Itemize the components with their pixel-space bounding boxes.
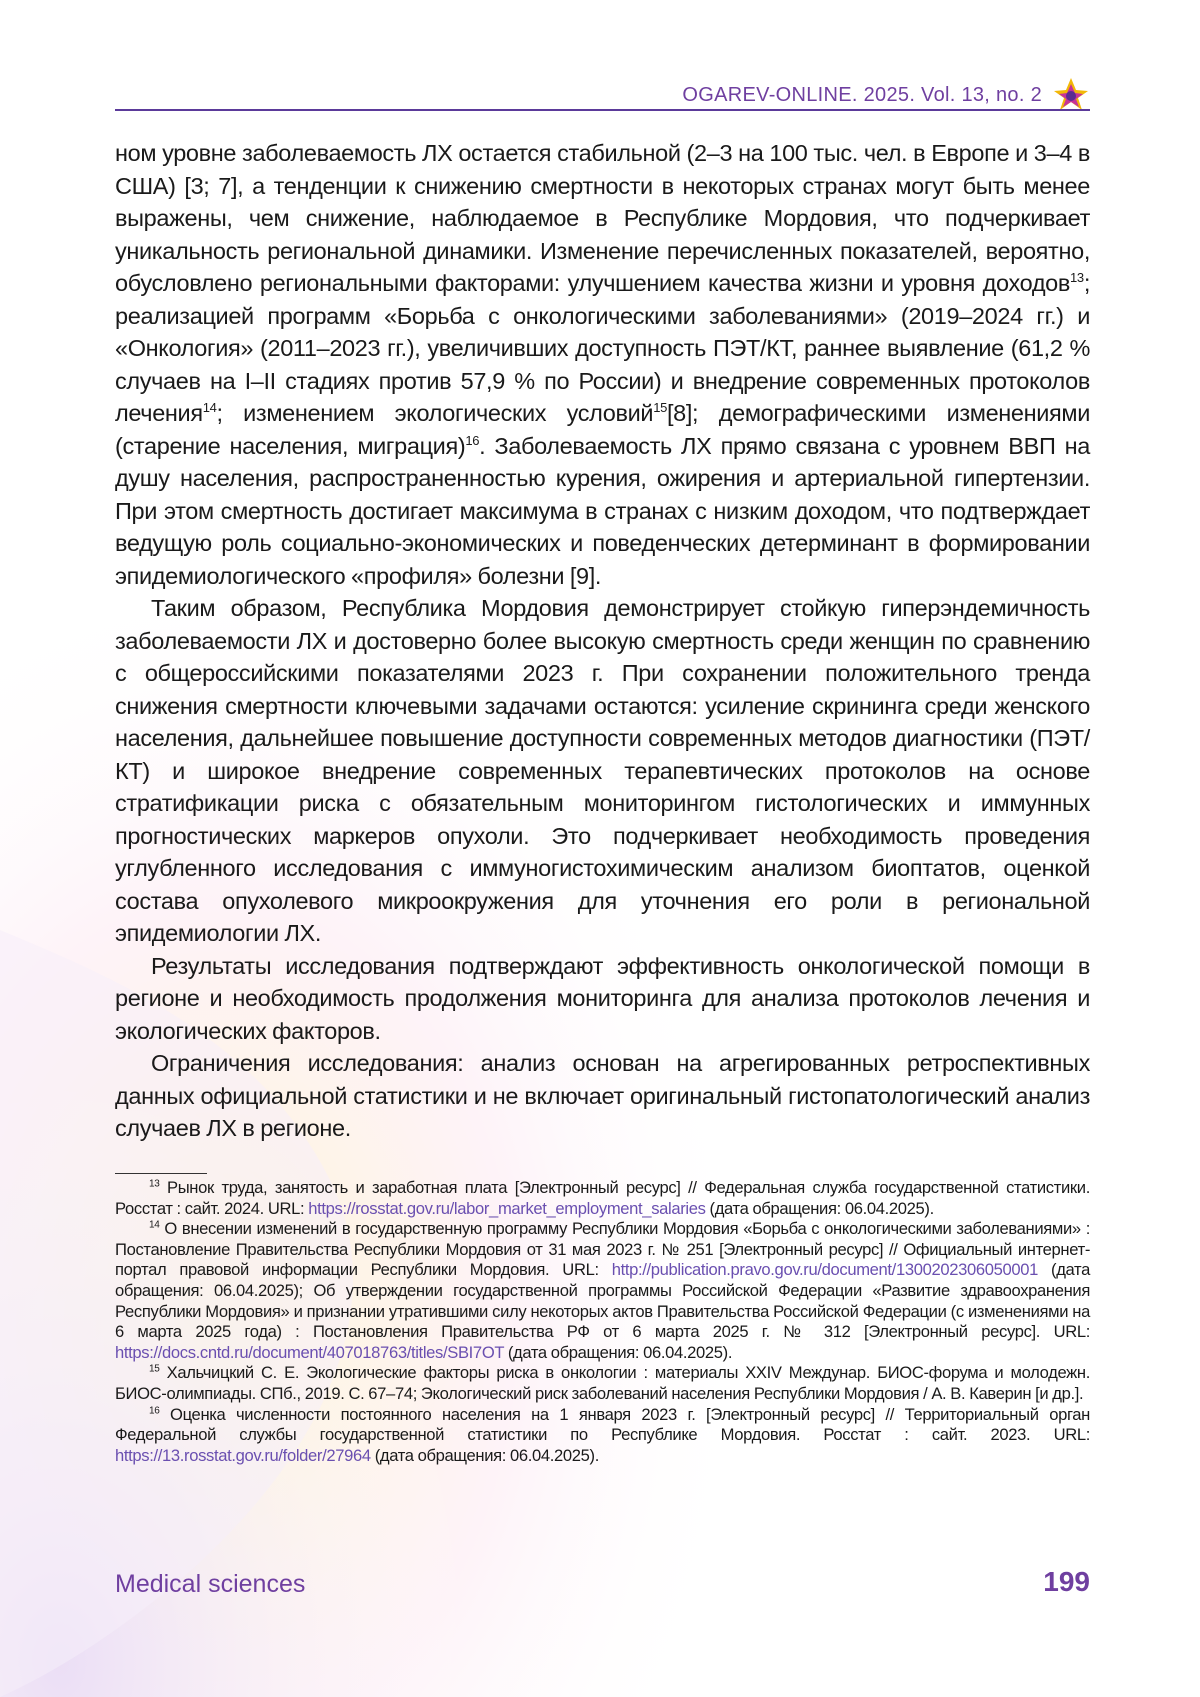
page-number: 199 <box>1043 1566 1090 1598</box>
footnote-14-link-2[interactable]: https://docs.cntd.ru/document/407018763/titles/SBI7OT <box>115 1343 504 1362</box>
header-rule <box>115 109 1090 111</box>
paragraph-4: Ограничения исследования: анализ основан на агрегированных ретроспективных данных официальной статистики и не включает оригинальный гистопатологический анализ случаев ЛХ в регионе. <box>115 1047 1090 1145</box>
main-text <box>115 137 1090 1145</box>
footnote-14-link-1[interactable]: http://publication.pravo.gov.ru/document/1300202306050001 <box>612 1260 1038 1279</box>
footnote-13: 13 Рынок труда, занятость и заработная плата [Электронный ресурс] // Федеральная служба государственной статистики. Росстат : сайт. 2024. URL: https://rosstat.gov.ru/labor_market_employment_salaries (дата обращения: 06.04.2025). <box>115 1178 1090 1219</box>
footnote-14: 14 О внесении изменений в государственную программу Республики Мордовия «Борьба с онкологическими заболеваниями» : Постановление Правительства Республики Мордовия от 31 мая 2023 г. № 251 [Электронный ресурс] // Официальный интернет-портал правовой информации Республики Мордовия. URL: http://publication.pravo.gov.ru/document/1300202306050001 (дата обращения: 06.04.2025); Об утверждении государственной программы Российской Федерации «Развитие здравоохранения Республики Мордовия» и признании утратившими силу некоторых актов Правительства Российской Федерации (с изменениями на 6 марта 2025 года) : Постановления Правительства РФ от 6 марта 2025 г. № 312 [Электронный ресурс]. URL: https://docs.cntd.ru/document/407018763/titles/SBI7OT (дата обращения: 06.04.2025). <box>115 1219 1090 1363</box>
paragraph-3: Результаты исследования подтверждают эффективность онкологической помощи в регионе и необходимость продолжения мониторинга для анализа протоколов лечения и экологических факторов. <box>115 950 1090 1048</box>
footnotes <box>115 1178 1090 1466</box>
running-header <box>115 82 1090 112</box>
footnote-16-link[interactable]: https://13.rosstat.gov.ru/folder/27964 <box>115 1446 371 1465</box>
footnote-16: 16 Оценка численности постоянного населения на 1 января 2023 г. [Электронный ресурс] // Территориальный орган Федеральной службы государственной статистики по Республике Мордовия. Росстат : сайт. 2023. URL: https://13.rosstat.gov.ru/folder/27964 (дата обращения: 06.04.2025). <box>115 1405 1090 1467</box>
footnote-ref-14[interactable]: 14 <box>203 400 217 415</box>
section-label: Medical sciences <box>115 1570 305 1599</box>
paragraph-2: Таким образом, Республика Мордовия демонстрирует стойкую гиперэндемичность заболеваемости ЛХ и достоверно более высокую смертность среди женщин по сравнению с общероссийскими показателями 2023 г. При сохранении положительного тренда снижения смертности ключевыми задачами остаются: усиление скрининга среди женского населения, дальнейшее повышение доступности современных методов диагностики (ПЭТ/КТ) и широкое внедрение современных терапевтических протоколов на основе стратификации риска с обязательным мониторингом гистологических и иммунных прогностических маркеров опухоли. Это подчеркивает необходимость проведения углубленного исследования с иммуногистохимическим анализом биоптатов, оценкой состава опухолевого микроокружения для уточнения его роли в региональной эпидемиологии ЛХ. <box>115 592 1090 950</box>
footnote-13-link[interactable]: https://rosstat.gov.ru/labor_market_employment_salaries <box>308 1199 705 1218</box>
journal-title: OGAREV-ONLINE. 2025. Vol. 13, no. 2 <box>682 84 1042 107</box>
footnote-separator <box>115 1173 207 1174</box>
footnote-ref-16[interactable]: 16 <box>465 433 479 448</box>
paragraph-1: ном уровне заболеваемость ЛХ остается стабильной (2–3 на 100 тыс. чел. в Европе и 3–4 в США) [3; 7], а тенденции к снижению смертности в некоторых странах могут быть менее выражены, чем снижение, наблюдаемое в Республике Мордовия, что подчеркивает уникальность региональной динамики. Изменение перечисленных показателей, вероятно, обусловлено региональными факторами: улучшением качества жизни и уровня доходов13; реализацией программ «Борьба с онкологическими заболеваниями» (2019–2024 гг.) и «Онкология» (2011–2023 гг.), увеличивших доступность ПЭТ/КТ, раннее выявление (61,2 % случаев на I–II стадиях против 57,9 % по России) и внедрение современных протоколов лечения14; изменением экологических условий15[8]; демографическими изменениями (старение населения, миграция)16. Заболеваемость ЛХ прямо связана с уровнем ВВП на душу населения, распространенностью курения, ожирения и артериальной гипертензии. При этом смертность достигает максимума в странах с низким доходом, что подтверждает ведущую роль социально-экономических и поведенческих детерминант в формировании эпидемиологического «профиля» болезни [9]. <box>115 137 1090 592</box>
journal-logo-icon <box>1052 76 1090 112</box>
footnote-15: 15 Хальчицкий С. Е. Экологические факторы риска в онкологии : материалы XXIV Междунар. БИОС-форума и молодежн. БИОС-олимпиады. СПб., 2019. С. 67–74; Экологический риск заболеваний населения Республики Мордовия / А. В. Каверин [и др.]. <box>115 1363 1090 1404</box>
page <box>0 0 1200 1697</box>
footnote-ref-13[interactable]: 13 <box>1070 270 1084 285</box>
footnote-ref-15[interactable]: 15 <box>653 400 667 415</box>
